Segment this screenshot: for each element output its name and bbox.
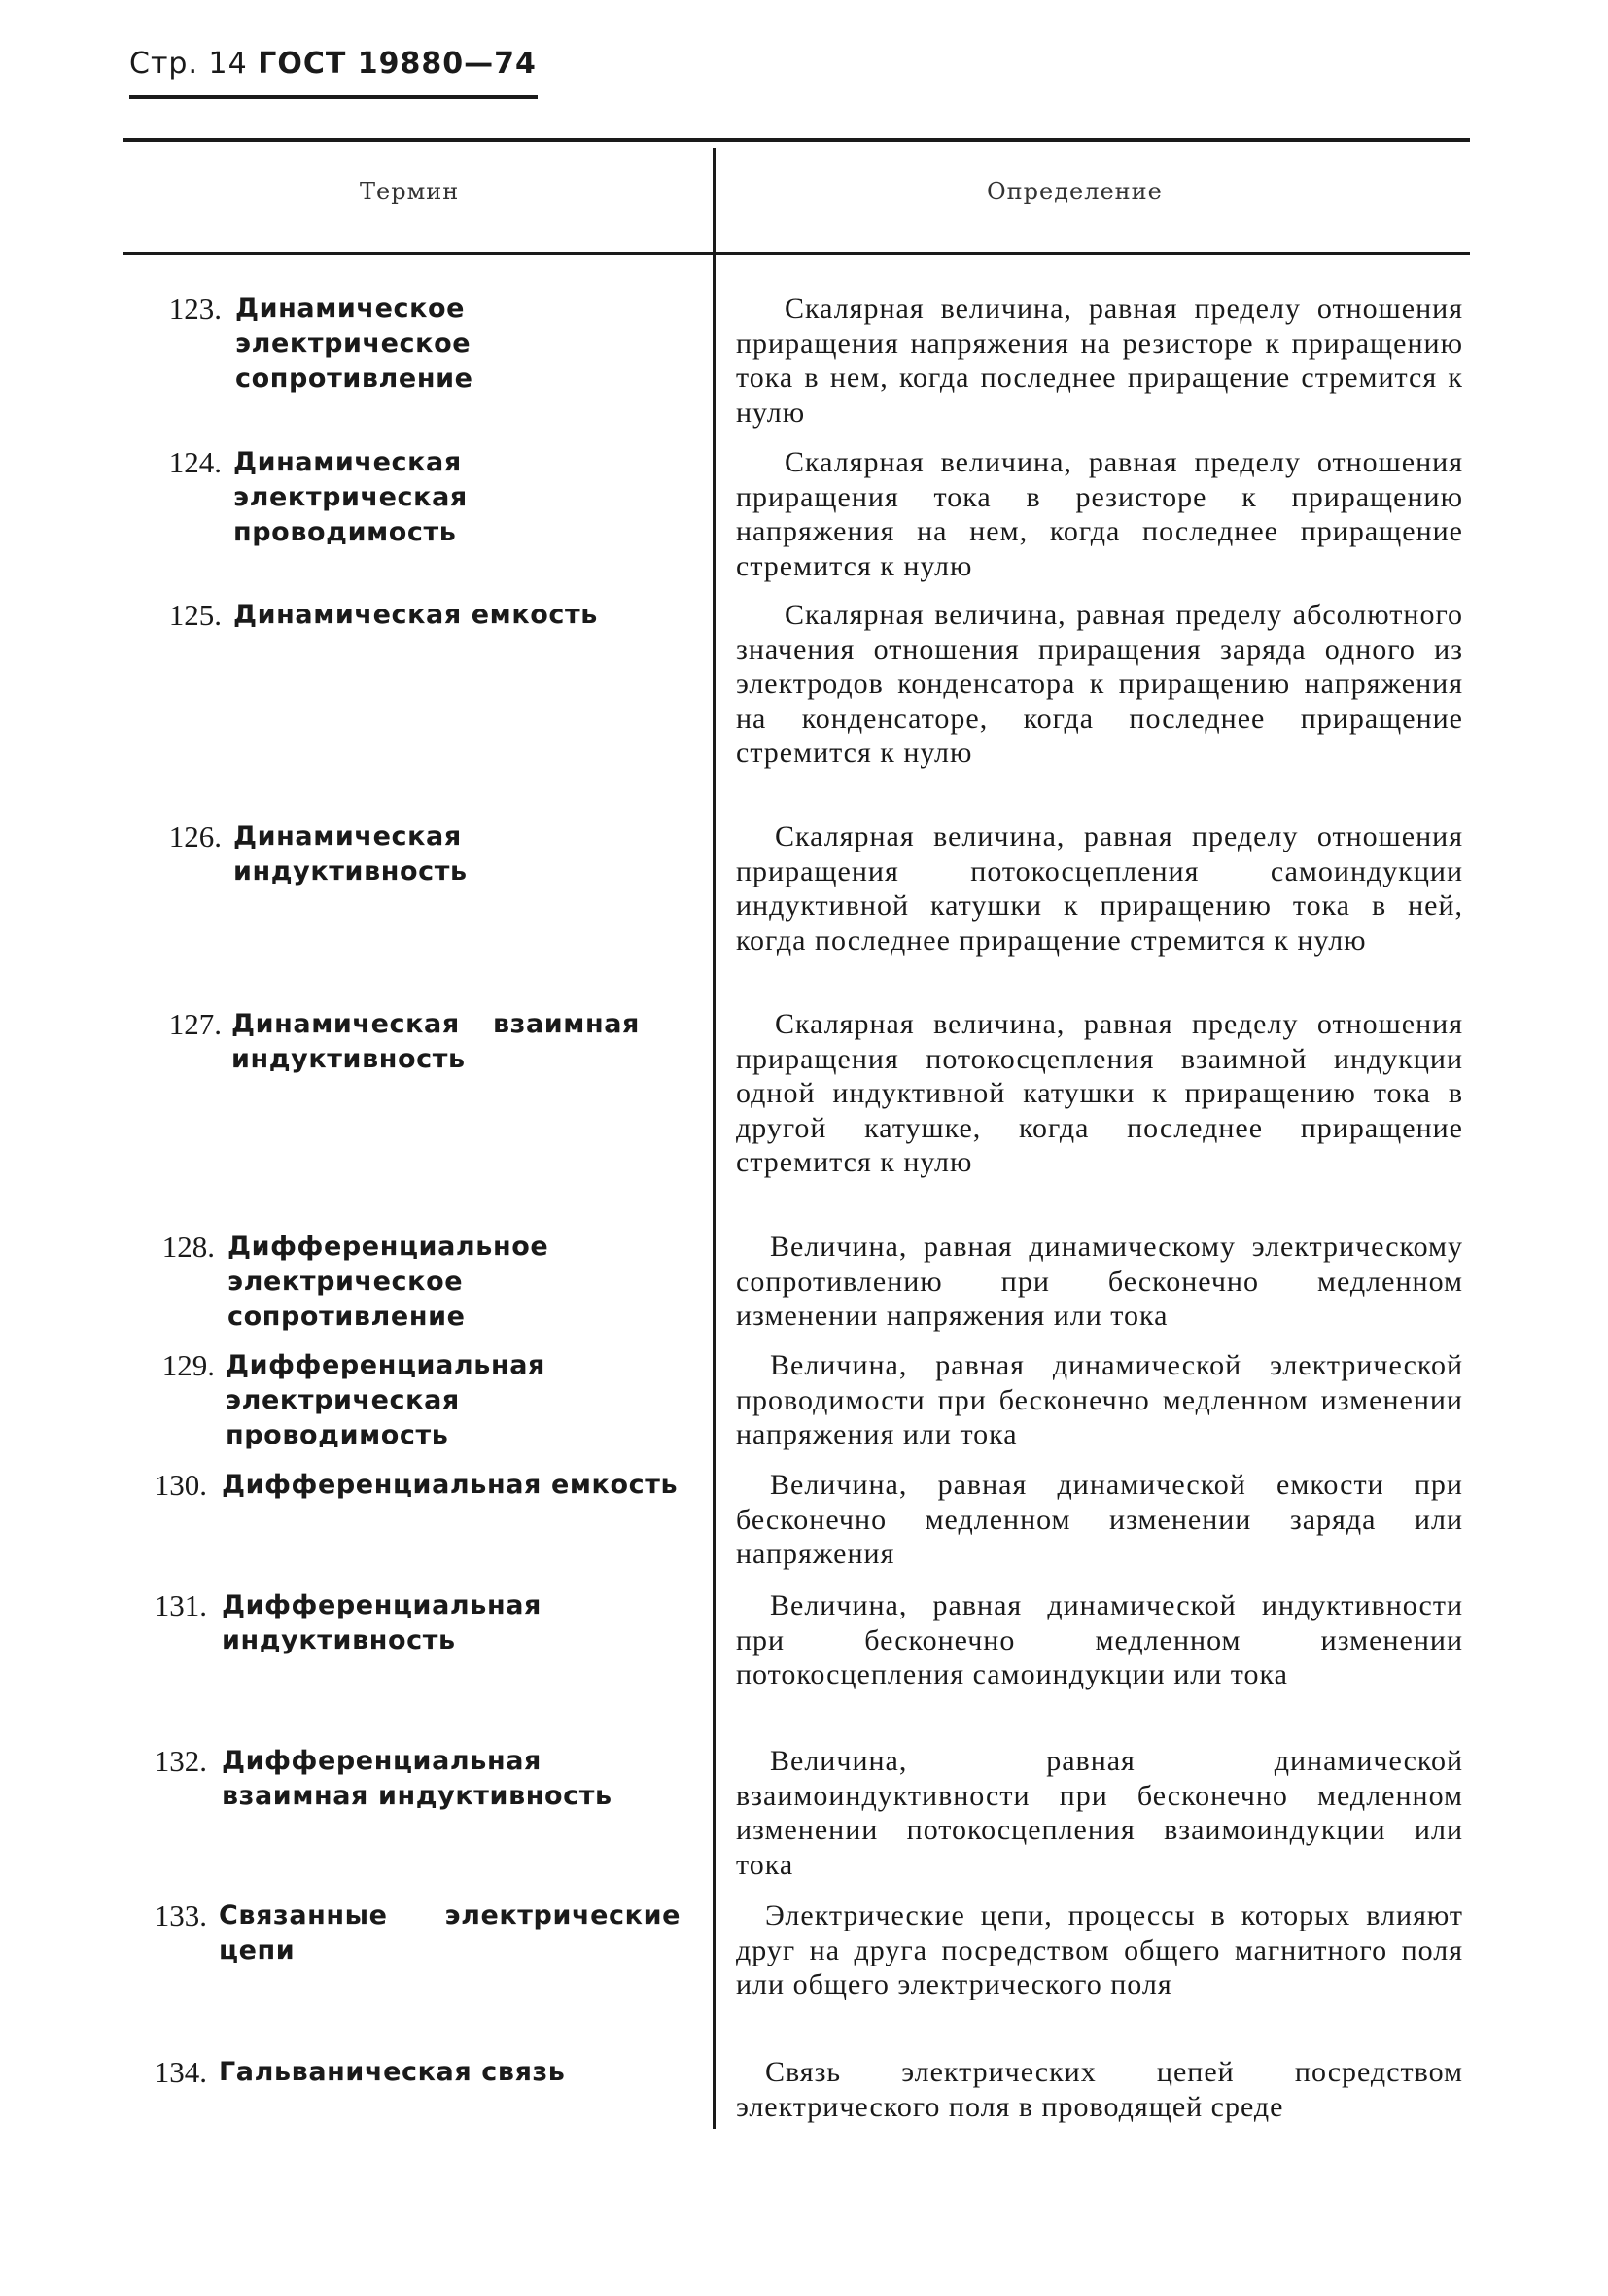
term-definition: Скалярная величина, равная пределу отношения приращения тока в резисторе к приращению напряжения на нем, когда последнее приращение стремится к нулю [736, 446, 1463, 582]
term-definition: Величина, равная динамическому электрическому сопротивлению при бесконечно медленном изменении напряжения или тока [736, 1231, 1463, 1332]
term-definition: Величина, равная динамической емкости при бесконечно медленном изменении заряда или напряжения [736, 1469, 1463, 1570]
table-top-rule [123, 138, 1470, 142]
term-number: 127. [168, 1007, 222, 1041]
term-name: Дифференциальная взаимная индуктивность [222, 1746, 612, 1811]
term-name: Гальваническая связь [219, 2057, 566, 2087]
term-number: 126. [168, 819, 222, 853]
term-number: 124. [168, 445, 222, 479]
term-name: Связанные электрические цепи [219, 1900, 681, 1966]
term-name: Дифференциальная индуктивность [222, 1590, 542, 1655]
page-number: Стр. 14 [129, 47, 248, 81]
term-definition: Скалярная величина, равная пределу отношения приращения потокосцепления самоиндукции индуктивной катушки к приращению тока в ней, когда последнее приращение стремится к нулю [736, 820, 1463, 957]
table-header-rule [123, 252, 1470, 255]
term-definition: Электрические цепи, процессы в которых влияют друг на друга посредством общего магнитного поля или общего электрического поля [736, 1899, 1463, 2000]
term-name: Дифференциальная электрическая проводимость [226, 1350, 545, 1450]
term-number: 132. [154, 1744, 207, 1778]
term-number: 129. [161, 1348, 215, 1382]
term-number: 123. [168, 292, 222, 326]
term-definition: Величина, равная динамической взаимоиндуктивности при бесконечно медленном изменении потокосцепления взаимоиндукции или тока [736, 1745, 1463, 1881]
term-number: 131. [154, 1588, 207, 1622]
term-name: Динамическая емкость [233, 600, 598, 630]
term-definition: Скалярная величина, равная пределу отношения приращения потокосцепления взаимной индукции одной индуктивной катушки к приращению тока в другой катушке, когда последнее приращение стремится к нулю [736, 1008, 1463, 1178]
term-name: Динамическая взаимная индуктивность [231, 1009, 640, 1074]
header-underline [129, 95, 538, 99]
standard-designation: ГОСТ 19880—74 [258, 47, 537, 81]
term-number: 125. [168, 598, 222, 632]
term-number: 133. [154, 1898, 207, 1932]
term-number: 130. [154, 1468, 207, 1502]
page-header [129, 47, 537, 81]
term-name: Дифференциальное электрическое сопротивление [227, 1232, 549, 1332]
column-header-definition: Определение [987, 178, 1163, 205]
term-definition: Величина, равная динамической электрической проводимости при бесконечно медленном изменении напряжения или тока [736, 1349, 1463, 1450]
term-name: Динамическое электрическое сопротивление [235, 294, 473, 394]
term-definition: Скалярная величина, равная пределу отношения приращения напряжения на резисторе к приращению тока в нем, когда последнее приращение стремится к нулю [736, 293, 1463, 429]
term-definition: Скалярная величина, равная пределу абсолютного значения отношения приращения заряда одного из электродов конденсатора к приращению напряжения на конденсаторе, когда последнее приращение стремится к нулю [736, 599, 1463, 769]
term-name: Динамическая электрическая проводимость [233, 447, 468, 547]
term-name: Дифференциальная емкость [222, 1470, 679, 1500]
term-number: 128. [161, 1230, 215, 1264]
term-number: 134. [154, 2055, 207, 2089]
term-name: Динамическая индуктивность [233, 821, 468, 887]
term-definition: Связь электрических цепей посредством электрического поля в проводящей среде [736, 2056, 1463, 2123]
term-definition: Величина, равная динамической индуктивности при бесконечно медленном изменении потокосцепления самоиндукции или тока [736, 1589, 1463, 1690]
column-header-term: Термин [360, 178, 460, 205]
column-divider [713, 148, 716, 2129]
